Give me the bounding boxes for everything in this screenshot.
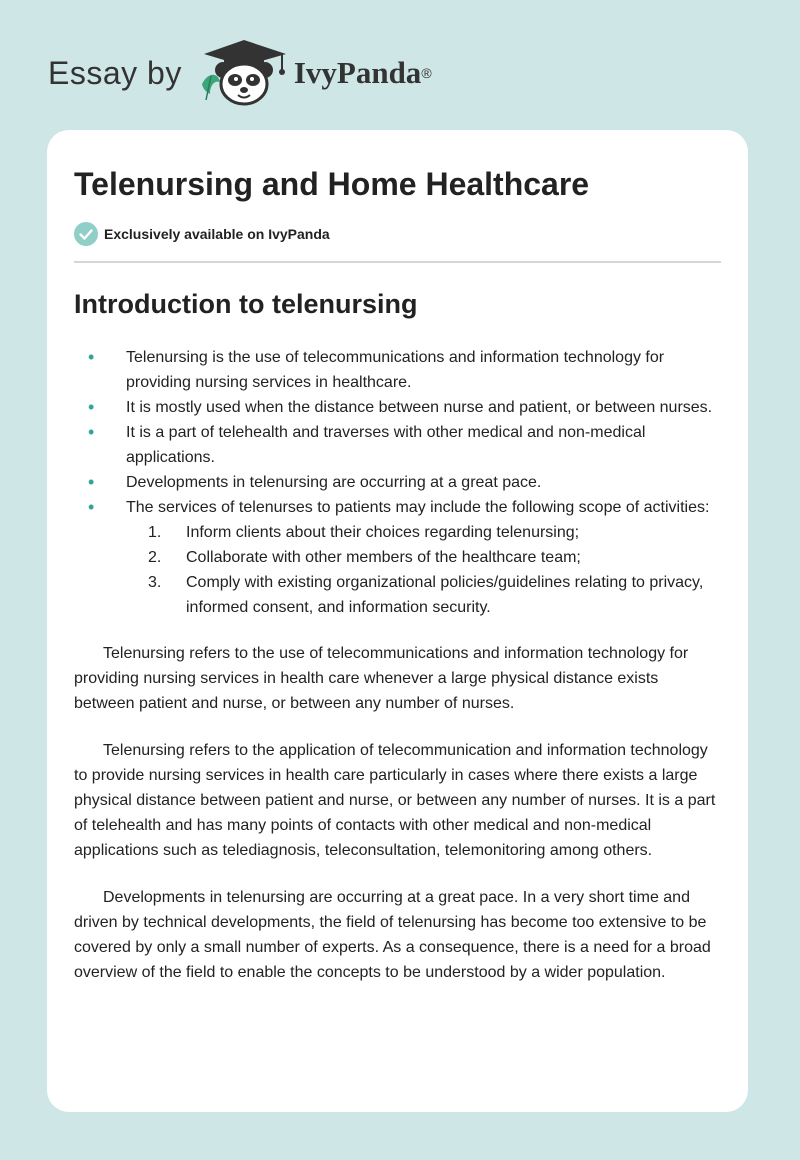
bullet-icon: • [88, 347, 95, 367]
brand-header [48, 36, 432, 110]
bullet-list [74, 345, 721, 620]
numbered-item [126, 545, 721, 570]
item-number: 1. [148, 524, 162, 541]
body-paragraph: Telenursing refers to the application of telecommunication and information technology to provide nursing services in health care particularly in cases where there exists a large physical distance between patient and nurse, or between any number of nurses. It is a part of telehealth and has many points of contacts with other medical and non-medical applications such as telediagnosis, teleconsultation, telemonitoring among others. [74, 742, 716, 859]
numbered-item-text: Comply with existing organizational policies/guidelines relating to privacy, informed consent, and information security. [186, 574, 704, 616]
divider [74, 261, 721, 263]
list-item-text: The services of telenurses to patients may include the following scope of activities: [126, 499, 710, 516]
body-paragraph: Developments in telenursing are occurring at a great pace. In a very short time and driven by technical developments, the field of telenursing has become too extensive to be covered by only a small number of experts. As a consequence, there is a need for a broad overview of the field to enable the concepts to be understood by a wider population. [74, 889, 711, 981]
numbered-item-text: Collaborate with other members of the healthcare team; [186, 549, 581, 566]
essay-card [47, 130, 748, 1112]
numbered-item [126, 520, 721, 545]
list-item-text: Developments in telenursing are occurring at a great pace. [126, 474, 542, 491]
numbered-item [126, 570, 721, 620]
list-item [74, 420, 721, 470]
list-item-text: Telenursing is the use of telecommunications and information technology for providing nursing services in healthcare. [126, 349, 665, 391]
registered-mark: ® [421, 65, 432, 81]
list-item [74, 470, 721, 495]
list-item-text: It is a part of telehealth and traverses with other medical and non-medical applications. [126, 424, 646, 466]
badge-label: Exclusively available on IvyPanda [104, 226, 330, 242]
item-number: 3. [148, 574, 162, 591]
numbered-item-text: Inform clients about their choices regarding telenursing; [186, 524, 580, 541]
item-number: 2. [148, 549, 162, 566]
panda-logo-icon[interactable] [198, 34, 290, 113]
bullet-icon: • [88, 472, 95, 492]
bullet-icon: • [88, 422, 95, 442]
brand-prefix: Essay by [48, 54, 182, 91]
numbered-list [126, 520, 721, 620]
exclusive-badge [74, 221, 721, 247]
list-item-text: It is mostly used when the distance between nurse and patient, or between nurses. [126, 399, 713, 416]
list-item [74, 495, 721, 620]
check-icon [74, 222, 98, 246]
section-heading: Introduction to telenursing [74, 289, 418, 319]
list-item [74, 395, 721, 420]
list-item [74, 345, 721, 395]
body-paragraph: Telenursing refers to the use of telecommunications and information technology for providing nursing services in health care whenever a large physical distance exists between patient and nurse, or between any number of nurses. [74, 645, 689, 712]
bullet-icon: • [88, 497, 95, 517]
page-title: Telenursing and Home Healthcare [74, 166, 590, 202]
bullet-icon: • [88, 397, 95, 417]
brand-name[interactable]: IvyPanda [293, 55, 422, 90]
